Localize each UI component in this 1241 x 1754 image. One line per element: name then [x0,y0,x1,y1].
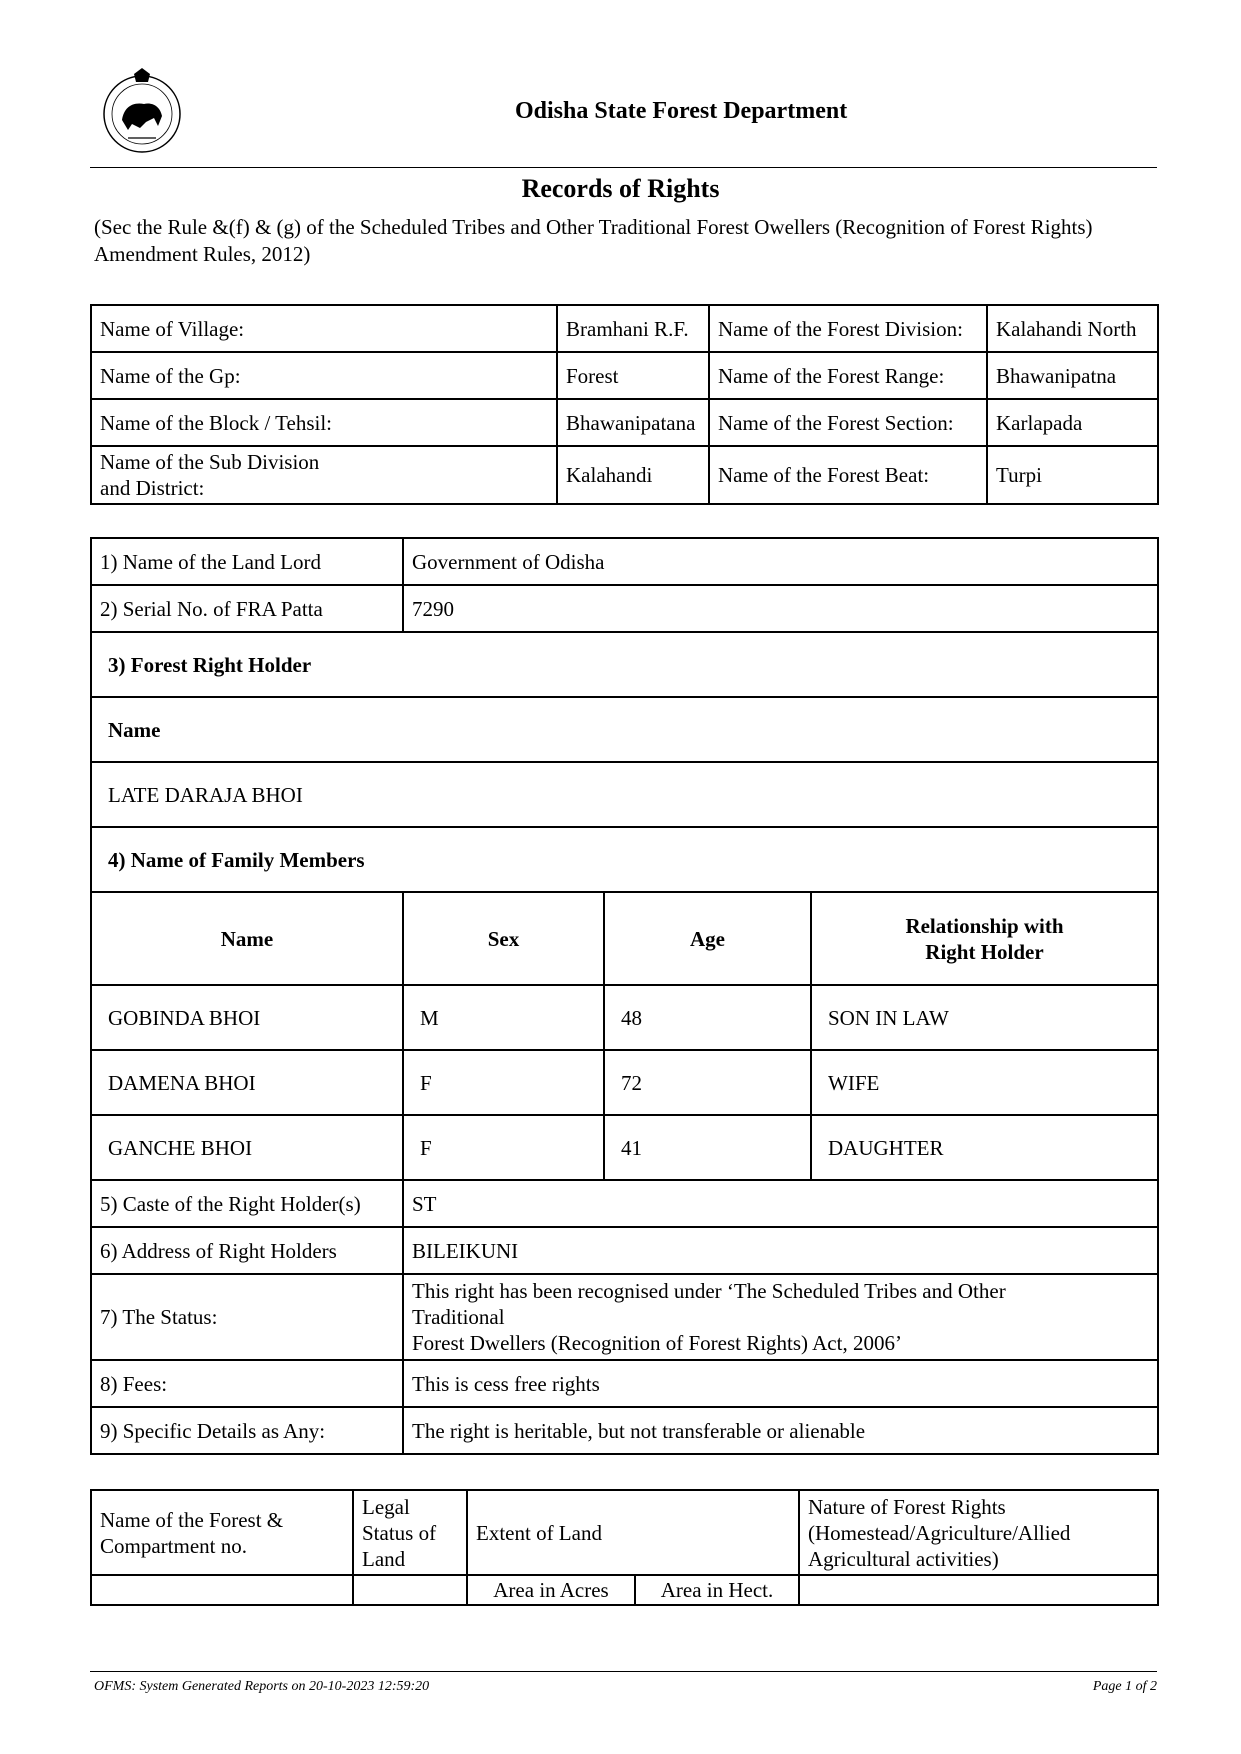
family-member-name: GOBINDA BHOI [91,985,403,1050]
landlord-label: 1) Name of the Land Lord [91,538,403,585]
family-member-relation: WIFE [811,1050,1158,1115]
status-line3: Forest Dwellers (Recognition of Forest Rights) Act, 2006’ [412,1331,902,1355]
legal-status-header [353,1490,467,1575]
table-row [91,1050,1158,1115]
family-member-relation: DAUGHTER [811,1115,1158,1180]
holder-name: LATE DARAJA BHOI [91,762,1158,827]
family-member-sex: F [403,1050,604,1115]
caste-label: 5) Caste of the Right Holder(s) [91,1180,403,1227]
block-label: Name of the Block / Tehsil: [91,399,557,446]
village-label: Name of Village: [91,305,557,352]
division-label: Name of the Forest Division: [709,305,987,352]
family-member-name: GANCHE BHOI [91,1115,403,1180]
family-member-age: 41 [604,1115,811,1180]
range-value: Bhawanipatna [987,352,1158,399]
department-name: Odisha State Forest Department [515,98,848,124]
nature-of-rights-line1: Nature of Forest Rights [808,1494,1006,1519]
gp-value: Forest [557,352,709,399]
family-member-sex: M [403,985,604,1050]
status-line2: Traditional [412,1305,505,1329]
family-col-relationship-line2: Right Holder [925,939,1044,964]
holder-heading: 3) Forest Right Holder [91,632,1158,697]
footer-divider [90,1671,1157,1672]
caste-value: ST [403,1180,1158,1227]
section-value: Karlapada [987,399,1158,446]
family-col-name: Name [91,892,403,985]
forest-compartment-line2: Compartment no. [100,1533,247,1558]
subdivision-label-line1: Name of the Sub Division [100,450,320,474]
record-table [90,537,1159,1455]
empty-cell [91,1575,353,1605]
family-member-sex: F [403,1115,604,1180]
section-label: Name of the Forest Section: [709,399,987,446]
family-heading: 4) Name of Family Members [91,827,1158,892]
subdivision-label [91,446,557,504]
extent-of-land-header: Extent of Land [467,1490,799,1575]
footer-generated-note: OFMS: System Generated Reports on 20-10-2023 12:59:20 [94,1679,430,1694]
details-label: 9) Specific Details as Any: [91,1407,403,1454]
empty-cell [353,1575,467,1605]
serial-label: 2) Serial No. of FRA Patta [91,585,403,632]
beat-value: Turpi [987,446,1158,504]
legal-status-line2: Status of [362,1520,437,1545]
division-value: Kalahandi North [987,305,1158,352]
legal-status-line3: Land [362,1546,406,1571]
village-value: Bramhani R.F. [557,305,709,352]
subdivision-value: Kalahandi [557,446,709,504]
header-divider [90,167,1157,168]
range-label: Name of the Forest Range: [709,352,987,399]
empty-cell [799,1575,1158,1605]
gp-label: Name of the Gp: [91,352,557,399]
fees-label: 8) Fees: [91,1360,403,1407]
family-col-sex: Sex [403,892,604,985]
page-title: Records of Rights [521,174,720,203]
forest-compartment-line1: Name of the Forest & [100,1507,284,1532]
page-number: Page 1 of 2 [1092,1679,1157,1694]
table-row [91,985,1158,1050]
family-col-age: Age [604,892,811,985]
area-acres-header: Area in Acres [467,1575,635,1605]
block-value: Bhawanipatana [557,399,709,446]
serial-value: 7290 [403,585,1158,632]
subdivision-label-line2: and District: [100,476,205,500]
area-hect-header: Area in Hect. [635,1575,799,1605]
forest-compartment-header [91,1490,353,1575]
page-subtitle: (Sec the Rule &(f) & (g) of the Scheduled Tribes and Other Traditional Forest Owellers (Recognition of Forest Rights) Amendment Rules, 2012) [94,215,1093,266]
address-value: BILEIKUNI [403,1227,1158,1274]
nature-of-rights-header [799,1490,1158,1575]
family-member-age: 72 [604,1050,811,1115]
nature-of-rights-line2: (Homestead/Agriculture/Allied [808,1520,1071,1545]
family-member-relation: SON IN LAW [811,985,1158,1050]
status-line1: This right has been recognised under ‘The Scheduled Tribes and Other [412,1279,1006,1303]
status-value [403,1274,1158,1360]
nature-of-rights-line3: Agricultural activities) [808,1546,999,1571]
land-table [90,1489,1159,1606]
status-label: 7) The Status: [91,1274,403,1360]
family-col-relationship [811,892,1158,985]
details-value: The right is heritable, but not transferable or alienable [403,1407,1158,1454]
address-label: 6) Address of Right Holders [91,1227,403,1274]
odisha-emblem-icon [100,66,184,156]
table-row [91,1115,1158,1180]
fees-value: This is cess free rights [403,1360,1158,1407]
family-member-age: 48 [604,985,811,1050]
family-member-name: DAMENA BHOI [91,1050,403,1115]
name-heading: Name [91,697,1158,762]
legal-status-line1: Legal [362,1494,410,1519]
family-col-relationship-line1: Relationship with [905,913,1064,938]
location-table [90,304,1159,505]
landlord-value: Government of Odisha [403,538,1158,585]
beat-label: Name of the Forest Beat: [709,446,987,504]
